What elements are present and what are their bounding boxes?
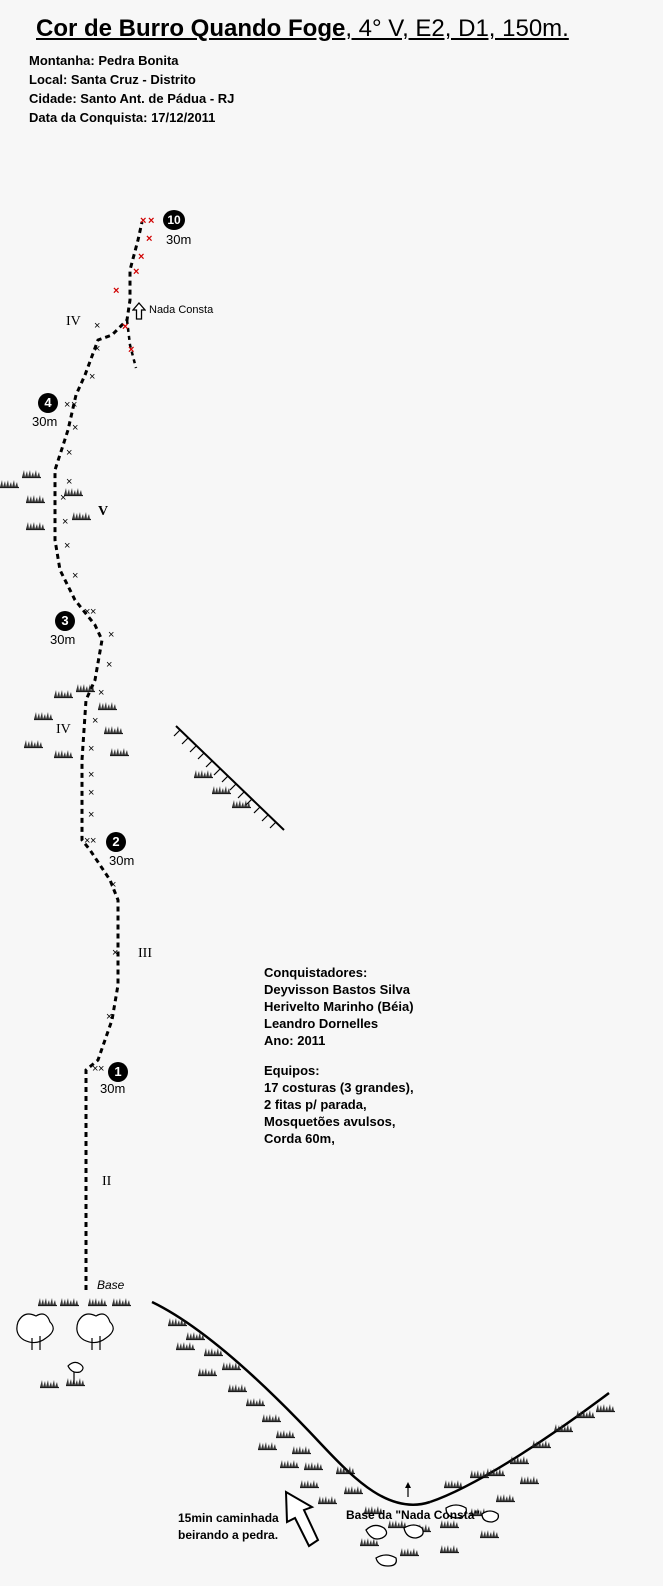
pitch-4-length: 30m bbox=[32, 414, 58, 429]
approach-line-1: 15min caminhada bbox=[178, 1511, 279, 1525]
grade-pitch-4: V bbox=[98, 504, 109, 519]
pitch-4-marker: 4 bbox=[38, 393, 58, 413]
grade-pitch-1: II bbox=[102, 1174, 112, 1189]
bolt-anchor-3: × bbox=[90, 606, 97, 618]
conquista-year: Ano: 2011 bbox=[264, 1033, 326, 1048]
approach-line-2: beirando a pedra. bbox=[178, 1528, 279, 1542]
bolt: × bbox=[94, 343, 101, 355]
conquistador-name: Herivelto Marinho (Béia) bbox=[264, 999, 414, 1014]
pitch-2-marker: 2 bbox=[106, 832, 126, 852]
bolt: × bbox=[66, 476, 73, 488]
bolt-anchor-2: × bbox=[90, 835, 97, 847]
bolt-anchor-1: × bbox=[98, 1063, 105, 1075]
grade-upper: IV bbox=[66, 314, 81, 329]
bolt-red-anchor-10: × bbox=[148, 215, 155, 227]
bolt: × bbox=[89, 371, 96, 383]
bolt: × bbox=[66, 447, 73, 459]
bolt-red: × bbox=[128, 344, 135, 356]
equipo-item: 17 costuras (3 grandes), bbox=[264, 1080, 414, 1095]
bolt-red-anchor-10: × bbox=[140, 215, 147, 227]
up-arrow-icon bbox=[132, 302, 146, 320]
bolt-anchor-3: × bbox=[84, 606, 91, 618]
pitch-3-marker: 3 bbox=[55, 611, 75, 631]
bolt-red: × bbox=[138, 251, 145, 263]
bolt: × bbox=[60, 492, 67, 504]
bolt: × bbox=[88, 769, 95, 781]
bolt: × bbox=[110, 879, 117, 891]
conquistadores-heading: Conquistadores: bbox=[264, 965, 368, 980]
bolt: × bbox=[62, 516, 69, 528]
bolt: × bbox=[94, 320, 101, 332]
pitch-1-marker: 1 bbox=[108, 1062, 128, 1082]
bolt: × bbox=[112, 947, 119, 959]
pitch-2-length: 30m bbox=[109, 853, 135, 868]
bolt-anchor-2: × bbox=[84, 835, 91, 847]
pitch-1-length: 30m bbox=[100, 1081, 126, 1096]
bolt-red: × bbox=[146, 233, 153, 245]
bolt: × bbox=[106, 659, 113, 671]
equipos-block bbox=[264, 1062, 414, 1147]
route-name: Cor de Burro Quando Foge bbox=[36, 15, 346, 42]
bolt-anchor-4: × bbox=[64, 399, 71, 411]
info-mountain: Montanha: Pedra Bonita bbox=[29, 53, 179, 68]
info-location: Local: Santa Cruz - Distrito bbox=[29, 72, 196, 87]
bolt-red: × bbox=[113, 285, 120, 297]
trees bbox=[17, 1314, 113, 1384]
grade-pitch-3: IV bbox=[56, 722, 71, 737]
pitch-10-length: 30m bbox=[166, 232, 192, 247]
bolt: × bbox=[88, 809, 95, 821]
info-date: Data da Conquista: 17/12/2011 bbox=[29, 110, 216, 125]
pitch-3-length: 30m bbox=[50, 632, 76, 647]
roof-feature bbox=[176, 726, 284, 830]
bolt-red: × bbox=[133, 266, 140, 278]
grade-pitch-2: III bbox=[138, 946, 152, 961]
conquistador-name: Deyvisson Bastos Silva bbox=[264, 982, 410, 997]
equipo-item: Mosquetões avulsos, bbox=[264, 1114, 396, 1129]
roof-ticks bbox=[174, 730, 276, 828]
approach-text bbox=[178, 1510, 279, 1544]
pitch-10-marker: 10 bbox=[163, 210, 185, 230]
bolt: × bbox=[106, 1011, 113, 1023]
bolt: × bbox=[98, 687, 105, 699]
info-city: Cidade: Santo Ant. de Pádua - RJ bbox=[29, 91, 235, 106]
ground-line-left bbox=[152, 1302, 430, 1505]
nada-consta-label: Nada Consta bbox=[149, 304, 214, 316]
bolt: × bbox=[92, 715, 99, 727]
base-label: Base bbox=[97, 1278, 125, 1292]
conquistador-name: Leandro Dornelles bbox=[264, 1016, 379, 1031]
bolt-anchor-4: × bbox=[71, 399, 78, 411]
bolt-red: × bbox=[122, 321, 129, 333]
equipo-item: 2 fitas p/ parada, bbox=[264, 1097, 367, 1112]
route-grade-summary: , 4° V, E2, D1, 150m. bbox=[345, 15, 569, 42]
bolt: × bbox=[64, 540, 71, 552]
bolt: × bbox=[72, 570, 79, 582]
bolt: × bbox=[108, 629, 115, 641]
bolt: × bbox=[88, 787, 95, 799]
base-nada-consta-label: Base da "Nada Consta" bbox=[346, 1508, 481, 1522]
equipos-heading: Equipos: bbox=[264, 1063, 320, 1078]
bolt-anchor-1: × bbox=[92, 1063, 99, 1075]
bolt: × bbox=[72, 422, 79, 434]
approach-arrow bbox=[286, 1492, 318, 1546]
equipo-item: Corda 60m, bbox=[264, 1131, 335, 1146]
conquistadores-block bbox=[264, 964, 414, 1049]
bolt: × bbox=[88, 743, 95, 755]
